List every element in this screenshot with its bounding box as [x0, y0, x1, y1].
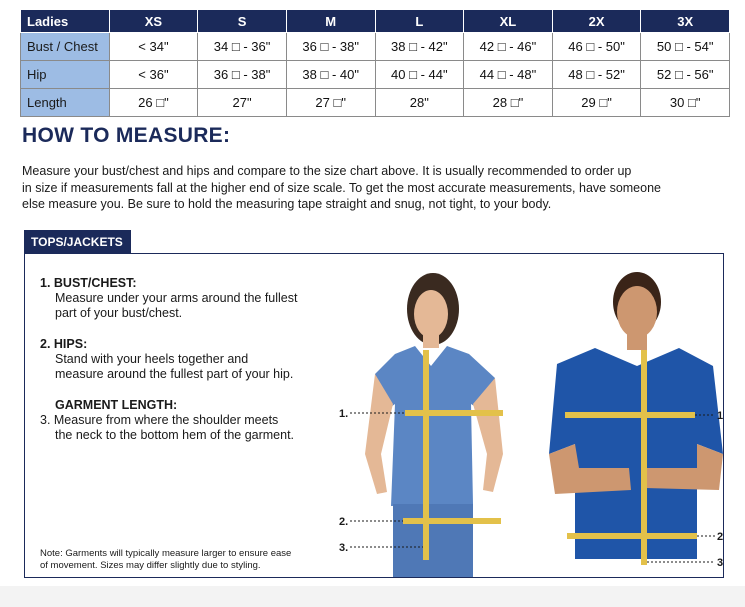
table-cell: 38 □ - 42": [375, 33, 464, 61]
table-row: [21, 89, 730, 117]
measure-panel: [24, 253, 724, 578]
header-size-m: M: [286, 10, 375, 33]
header-size-s: S: [198, 10, 287, 33]
table-cell: 48 □ - 52": [552, 61, 641, 89]
step-title: GARMENT LENGTH:: [55, 398, 178, 412]
step-line: Measure under your arms around the fullest: [55, 291, 298, 305]
bottom-divider: [0, 586, 745, 607]
size-chart-header-row: [21, 10, 730, 33]
woman-figure-illustration: [365, 273, 503, 578]
table-cell: 28 □": [464, 89, 553, 117]
note-line: of movement. Sizes may differ slightly due to styling.: [40, 560, 261, 571]
step-line: 3. Measure from where the shoulder meets: [40, 413, 279, 427]
step-line: Stand with your heels together and: [55, 352, 249, 366]
table-cell: < 36": [109, 61, 198, 89]
table-cell: 40 □ - 44": [375, 61, 464, 89]
table-row: [21, 33, 730, 61]
row-label-hip: Hip: [21, 61, 110, 89]
table-cell: 30 □": [641, 89, 730, 117]
table-cell: 52 □ - 56": [641, 61, 730, 89]
note-line: Note: Garments will typically measure larger to ensure ease: [40, 548, 292, 559]
table-row: [21, 61, 730, 89]
how-to-measure-title: HOW TO MEASURE:: [22, 124, 231, 147]
header-size-xs: XS: [109, 10, 198, 33]
label-right-2: 2: [717, 531, 724, 543]
table-cell: 29 □": [552, 89, 641, 117]
measure-intro-text: [22, 163, 732, 213]
step-title: 1. BUST/CHEST:: [40, 276, 137, 290]
table-cell: < 34": [109, 33, 198, 61]
header-size-l: L: [375, 10, 464, 33]
step-bust-chest: [40, 276, 340, 321]
table-cell: 36 □ - 38": [286, 33, 375, 61]
row-label-bust: Bust / Chest: [21, 33, 110, 61]
step-hips: [40, 337, 340, 382]
intro-line: else measure you. Be sure to hold the measuring tape straight and snug, not tight, to your body.: [22, 197, 552, 211]
table-cell: 42 □ - 46": [464, 33, 553, 61]
measure-steps: [40, 276, 340, 459]
header-size-3x: 3X: [641, 10, 730, 33]
intro-line: Measure your bust/chest and hips and compare to the size chart above. It is usually recommended to order up: [22, 164, 632, 178]
table-cell: 36 □ - 38": [198, 61, 287, 89]
measurement-figure: [335, 254, 724, 578]
table-cell: 44 □ - 48": [464, 61, 553, 89]
table-cell: 38 □ - 40": [286, 61, 375, 89]
table-cell: 34 □ - 36": [198, 33, 287, 61]
step-line: the neck to the bottom hem of the garment.: [55, 428, 295, 442]
step-title: 2. HIPS:: [40, 337, 88, 351]
label-right-1: 1: [717, 410, 724, 422]
table-cell: 27": [198, 89, 287, 117]
sizing-note: [40, 548, 340, 572]
label-left-3: 3.: [339, 542, 349, 554]
header-size-2x: 2X: [552, 10, 641, 33]
row-label-length: Length: [21, 89, 110, 117]
label-left-1: 1.: [339, 408, 349, 420]
table-cell: 50 □ - 54": [641, 33, 730, 61]
table-cell: 46 □ - 50": [552, 33, 641, 61]
table-cell: 27 □": [286, 89, 375, 117]
header-size-xl: XL: [464, 10, 553, 33]
step-line: measure around the fullest part of your hip.: [55, 367, 294, 381]
label-right-3: 3: [717, 557, 724, 569]
header-ladies: Ladies: [21, 10, 110, 33]
step-line: part of your bust/chest.: [55, 306, 183, 320]
table-cell: 26 □": [109, 89, 198, 117]
tab-tops-jackets: TOPS/JACKETS: [24, 230, 131, 254]
table-cell: 28": [375, 89, 464, 117]
size-chart-table: [20, 9, 730, 117]
intro-line: in size if measurements fall at the higher end of size scale. To get the most accurate measurements, have someone: [22, 180, 661, 195]
step-garment-length: [40, 398, 340, 443]
label-left-2: 2.: [339, 516, 349, 528]
